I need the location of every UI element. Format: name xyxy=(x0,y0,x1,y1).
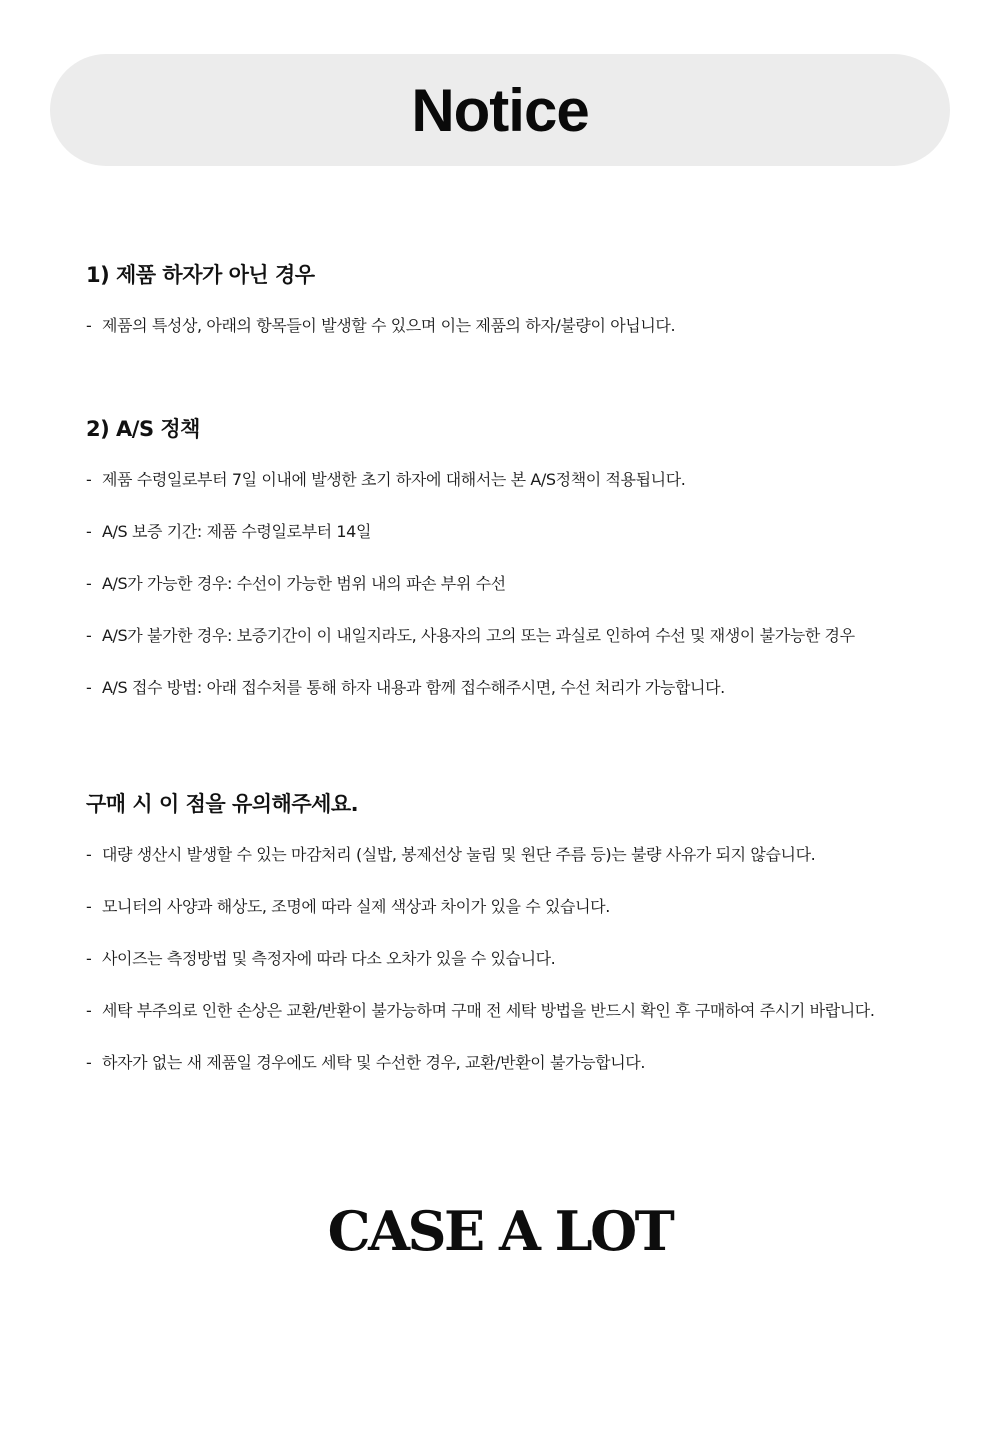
section-heading: 1) 제품 하자가 아닌 경우 xyxy=(86,263,315,287)
item-list xyxy=(86,844,956,1074)
list-item xyxy=(86,844,956,866)
bullet: - xyxy=(86,574,92,593)
bullet: - xyxy=(86,949,92,968)
section-not-defect xyxy=(86,261,956,337)
list-item xyxy=(86,896,956,918)
list-item xyxy=(86,469,956,491)
bullet: - xyxy=(86,1053,92,1072)
bullet: - xyxy=(86,522,92,541)
item-list xyxy=(86,469,956,699)
bullet: - xyxy=(86,470,92,489)
list-item-text: 제품의 특성상, 아래의 항목들이 발생할 수 있으며 이는 제품의 하자/불량이 아닙니다. xyxy=(102,316,676,335)
list-item xyxy=(86,677,956,699)
list-item xyxy=(86,1000,956,1022)
bullet: - xyxy=(86,626,92,645)
bullet: - xyxy=(86,1001,92,1020)
list-item-text: A/S가 불가한 경우: 보증기간이 이 내일지라도, 사용자의 고의 또는 과실로 인하여 수선 및 재생이 불가능한 경우 xyxy=(102,626,855,645)
section-purchase-caution xyxy=(86,790,956,1074)
bullet: - xyxy=(86,845,92,864)
brand-logo: CASE A LOT xyxy=(327,1199,673,1263)
bullet: - xyxy=(86,316,92,335)
list-item xyxy=(86,573,956,595)
section-as-policy xyxy=(86,415,956,699)
page-title: Notice xyxy=(411,76,589,144)
list-item xyxy=(86,315,956,337)
list-item-text: 하자가 없는 새 제품일 경우에도 세탁 및 수선한 경우, 교환/반환이 불가능합니다. xyxy=(102,1053,646,1072)
list-item-text: 제품 수령일로부터 7일 이내에 발생한 초기 하자에 대해서는 본 A/S정책이 적용됩니다. xyxy=(102,470,686,489)
list-item-text: 모니터의 사양과 해상도, 조명에 따라 실제 색상과 차이가 있을 수 있습니다. xyxy=(102,897,610,916)
bullet: - xyxy=(86,897,92,916)
section-heading: 2) A/S 정책 xyxy=(86,417,200,441)
notice-banner xyxy=(50,54,950,166)
list-item xyxy=(86,625,956,647)
item-list xyxy=(86,315,956,337)
list-item-text: A/S가 가능한 경우: 수선이 가능한 범위 내의 파손 부위 수선 xyxy=(102,574,506,593)
list-item-text: A/S 접수 방법: 아래 접수처를 통해 하자 내용과 함께 접수해주시면, 수선 처리가 가능합니다. xyxy=(102,678,725,697)
section-heading: 구매 시 이 점을 유의해주세요. xyxy=(86,792,359,816)
list-item-text: 대량 생산시 발생할 수 있는 마감처리 (실밥, 봉제선상 눌림 및 원단 주름 등)는 불량 사유가 되지 않습니다. xyxy=(102,845,816,864)
list-item-text: A/S 보증 기간: 제품 수령일로부터 14일 xyxy=(102,522,372,541)
list-item xyxy=(86,1052,956,1074)
list-item-text: 세탁 부주의로 인한 손상은 교환/반환이 불가능하며 구매 전 세탁 방법을 반드시 확인 후 구매하여 주시기 바랍니다. xyxy=(102,1001,875,1020)
list-item xyxy=(86,521,956,543)
list-item xyxy=(86,948,956,970)
list-item-text: 사이즈는 측정방법 및 측정자에 따라 다소 오차가 있을 수 있습니다. xyxy=(102,949,556,968)
bullet: - xyxy=(86,678,92,697)
